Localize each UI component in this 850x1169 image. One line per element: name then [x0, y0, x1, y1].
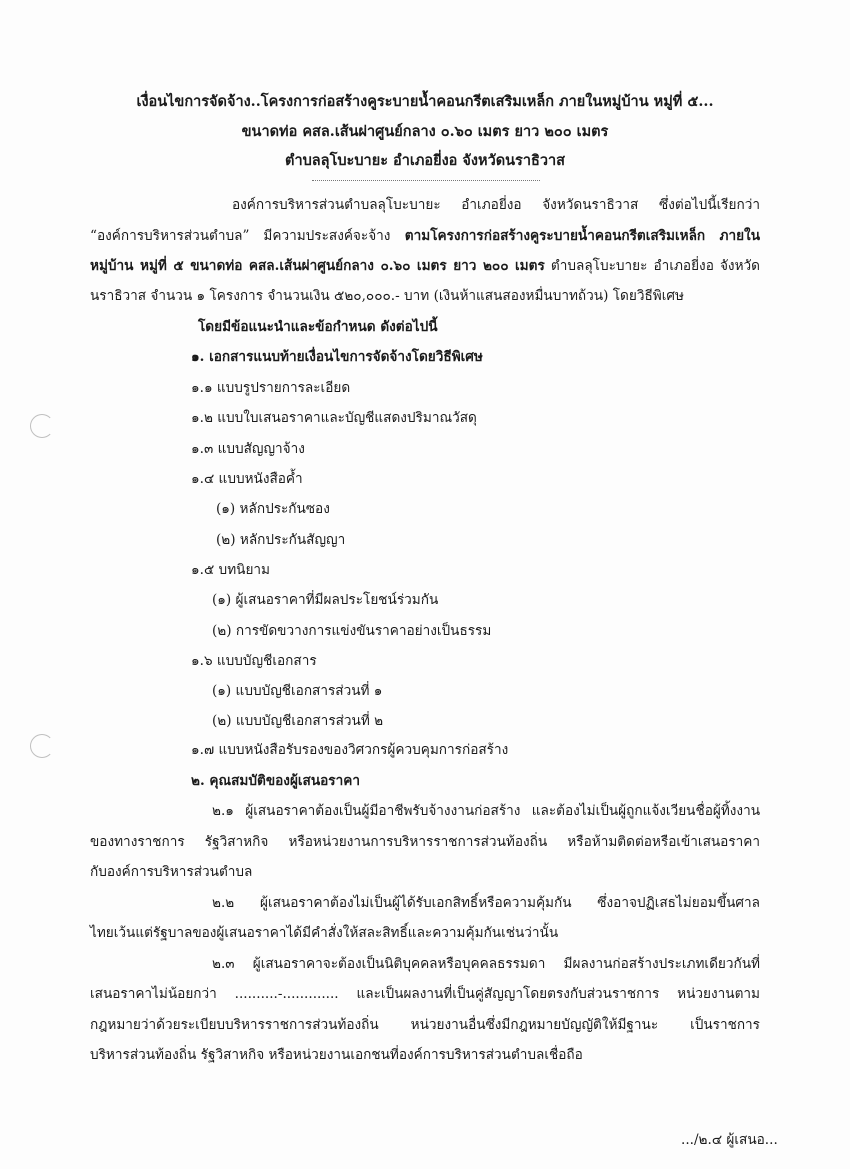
item-1-5-2: (๒) การขัดขวางการแข่งขันราคาอย่างเป็นธรรม — [212, 623, 492, 639]
item-2-1-line-3: กับองค์การบริหารส่วนตำบล — [90, 864, 253, 880]
document-title-line-2: ขนาดท่อ คสล.เส้นผ่าศูนย์กลาง ๐.๖๐ เมตร ยาว ๒๐๐ เมตร — [241, 123, 609, 140]
punch-hole-mark — [30, 734, 54, 758]
item-2-1-line-2: ของทางราชการ รัฐวิสาหกิจ หรือหน่วยงานการบริหารราชการส่วนท้องถิ่น หรือห้ามติดต่อหรือเข้าเสนอราคา — [90, 834, 760, 850]
item-2-3-line-4: บริหารส่วนท้องถิ่น รัฐวิสาหกิจ หรือหน่วยงานเอกชนที่องค์การบริหารส่วนตำบลเชื่อถือ — [90, 1047, 583, 1063]
page-continuation: .../๒.๔ ผู้เสนอ... — [681, 1132, 778, 1148]
item-2-1-line-1: ๒.๑ ผู้เสนอราคาต้องเป็นผู้มีอาชีพรับจ้างงานก่อสร้าง และต้องไม่เป็นผู้ถูกแจ้งเวียนชื่อผู้ทิ้งงาน — [212, 803, 760, 819]
document-title-line-3: ตำบลลุโบะบายะ อำเภอยี่งอ จังหวัดนราธิวาส — [285, 152, 565, 169]
intro-line-1: องค์การบริหารส่วนตำบลลุโบะบายะ อำเภอยี่งอ จังหวัดนราธิวาส ซึ่งต่อไปนี้เรียกว่า — [232, 197, 760, 213]
title-divider — [312, 180, 540, 181]
item-2-3-line-2: เสนอราคาไม่น้อยกว่า ..........-............. และเป็นผลงานที่เป็นคู่สัญญาโดยตรงกับส่วนราชการ หน่วยงานตาม — [90, 986, 760, 1002]
item-2-3-line-3: กฎหมายว่าด้วยระเบียบบริหารราชการส่วนท้องถิ่น หน่วยงานอื่นซึ่งมีกฎหมายบัญญัติให้มีฐานะ เป็นราชการ — [90, 1017, 760, 1033]
section-2-title: ๒. คุณสมบัติของผู้เสนอราคา — [191, 773, 360, 789]
document-title-line-1: เงื่อนไขการจัดจ้าง..โครงการก่อสร้างคูระบายน้ำคอนกรีตเสริมเหล็ก ภายในหมู่บ้าน หมู่ที่ ๕... — [136, 93, 714, 110]
item-1-5-1: (๑) ผู้เสนอราคาที่มีผลประโยชน์ร่วมกัน — [212, 592, 439, 608]
item-1-5: ๑.๕ บทนิยาม — [191, 562, 271, 578]
item-1-4-2: (๒) หลักประกันสัญญา — [216, 532, 346, 548]
intro-line-5: โดยมีข้อแนะนำและข้อกำหนด ดังต่อไปนี้ — [198, 319, 438, 335]
punch-hole-mark — [30, 414, 54, 438]
item-1-4: ๑.๔ แบบหนังสือค้ำ — [191, 471, 303, 487]
item-1-1: ๑.๑ แบบรูปรายการละเอียด — [191, 380, 351, 396]
section-1-title: ๑. เอกสารแนบท้ายเงื่อนไขการจัดจ้างโดยวิธีพิเศษ — [191, 349, 483, 365]
item-2-2-line-1: ๒.๒ ผู้เสนอราคาต้องไม่เป็นผู้ได้รับเอกสิทธิ์หรือความคุ้มกัน ซึ่งอาจปฏิเสธไม่ยอมขึ้นศาล — [212, 895, 760, 911]
intro-line-2: “องค์การบริหารส่วนตำบล” มีความประสงค์จะจ้าง ตามโครงการก่อสร้างคูระบายน้ำคอนกรีตเสริมเหล็ก ภายใน — [90, 228, 760, 244]
intro-line-3: หมู่บ้าน หมู่ที่ ๕ ขนาดท่อ คสล.เส้นผ่าศูนย์กลาง ๐.๖๐ เมตร ยาว ๒๐๐ เมตร ตำบลลุโบะบายะ อำเภอยี่งอ จังหวัด — [90, 258, 760, 274]
item-1-6-1: (๑) แบบบัญชีเอกสารส่วนที่ ๑ — [212, 683, 383, 699]
item-1-7: ๑.๗ แบบหนังสือรับรองของวิศวกรผู้ควบคุมการก่อสร้าง — [191, 742, 509, 758]
item-1-2: ๑.๒ แบบใบเสนอราคาและบัญชีแสดงปริมาณวัสดุ — [191, 410, 477, 426]
item-1-3: ๑.๓ แบบสัญญาจ้าง — [191, 441, 305, 457]
intro-line-4: นราธิวาส จำนวน ๑ โครงการ จำนวนเงิน ๕๒๐,๐๐๐.- บาท (เงินห้าแสนสองหมื่นบาทถ้วน) โดยวิธีพิเศษ — [90, 288, 684, 304]
item-1-6-2: (๒) แบบบัญชีเอกสารส่วนที่ ๒ — [212, 713, 384, 729]
item-2-3-line-1: ๒.๓ ผู้เสนอราคาจะต้องเป็นนิติบุคคลหรือบุคคลธรรมดา มีผลงานก่อสร้างประเภทเดียวกันที่ — [212, 956, 760, 972]
item-2-2-line-2: ไทยเว้นแต่รัฐบาลของผู้เสนอราคาได้มีคำสั่งให้สละสิทธิ์และความคุ้มกันเช่นว่านั้น — [90, 925, 559, 941]
item-1-6: ๑.๖ แบบบัญชีเอกสาร — [191, 653, 317, 669]
item-1-4-1: (๑) หลักประกันซอง — [216, 501, 330, 517]
